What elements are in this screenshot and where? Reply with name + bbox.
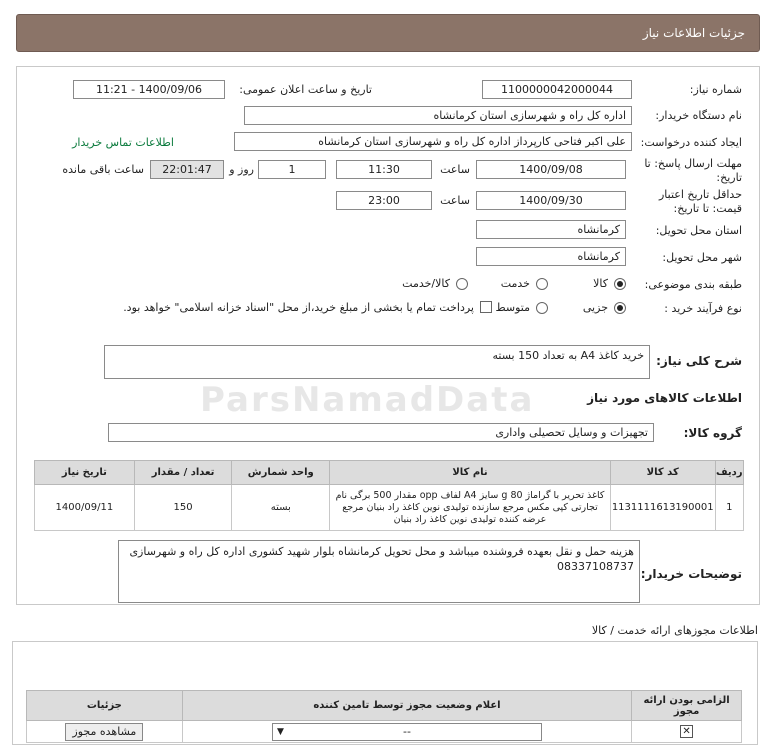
cell-unit: بسته [232,485,330,531]
need-number-label: شماره نیاز: [689,83,742,96]
col-status: اعلام وضعیت مجوز توسط تامین کننده [182,691,632,721]
col-required: الزامی بودن ارائه مجوز [632,691,742,721]
category-goods-label: کالا [593,277,608,290]
city-label: شهر محل تحویل: [662,251,742,264]
required-checkbox-icon: ✕ [680,725,693,738]
cell-row: 1 [715,485,743,531]
province-field: کرمانشاه [476,220,626,239]
requester-field: علی اکبر فتاحی کارپرداز اداره کل راه و شهرسازی استان کرمانشاه [234,132,632,151]
remaining-label: ساعت باقی مانده [62,163,144,176]
buyer-notes-field: هزینه حمل و نقل بعهده فروشنده میباشد و محل تحویل کرمانشاه بلوار شهید کشوری اداره کل راه و شهرسازی 08337108737 [118,540,640,603]
licenses-table [26,690,742,743]
treasury-note: پرداخت تمام یا بخشی از مبلغ خرید،از محل "اسناد خزانه اسلامی" خواهد بود. [123,301,474,314]
col-code: کد کالا [610,461,715,485]
validity-date-field: 1400/09/30 [476,191,626,210]
purchase-medium-radio[interactable] [536,302,548,314]
col-name: نام کالا [330,461,611,485]
requester-label: ایجاد کننده درخواست: [640,136,742,149]
announce-field: 1400/09/06 - 11:21 [73,80,225,99]
summary-label: شرح کلی نیاز: [656,354,742,368]
cell-qty: 150 [134,485,232,531]
cell-code: 1131111613190001 [610,485,715,531]
col-unit: واحد شمارش [232,461,330,485]
validity-label: حداقل تاریخ اعتبار قیمت: تا تاریخ: [658,188,742,215]
col-date: تاریخ نیاز [35,461,135,485]
purchase-type-label: نوع فرآیند خرید : [664,302,742,315]
cell-required [632,721,742,743]
treasury-checkbox[interactable] [480,301,492,313]
col-qty: تعداد / مقدار [134,461,232,485]
deadline-label: مهلت ارسال پاسخ: تا تاریخ: [644,157,742,184]
table-row [35,485,744,531]
purchase-medium-label: متوسط [495,301,530,314]
need-number-field: 1100000042000044 [482,80,632,99]
license-status-value: -- [402,724,411,738]
license-status-select[interactable] [272,723,542,741]
deadline-time-field: 11:30 [336,160,432,179]
goods-group-field: تجهیزات و وسایل تحصیلی واداری [108,423,654,442]
items-table [34,460,744,531]
deadline-date-field: 1400/09/08 [476,160,626,179]
cell-status [182,721,632,743]
category-both-radio[interactable] [456,278,468,290]
items-table-header [35,461,744,485]
days-field: 1 [258,160,326,179]
page-header [16,14,760,52]
category-service-radio[interactable] [536,278,548,290]
table-row [27,721,742,743]
buyer-org-label: نام دستگاه خریدار: [655,109,742,122]
category-service-label: خدمت [500,277,530,290]
watermark: ParsNamadData [200,380,535,420]
validity-time-label: ساعت [440,194,470,207]
licenses-title: اطلاعات مجوزهای ارائه خدمت / کالا [591,624,758,637]
col-row: ردیف [715,461,743,485]
col-details: جزئیات [27,691,183,721]
announce-label: تاریخ و ساعت اعلان عمومی: [239,83,372,96]
cell-date: 1400/09/11 [35,485,135,531]
days-label: روز و [229,163,254,176]
goods-info-title: اطلاعات کالاهای مورد نیاز [587,391,742,405]
summary-field: خرید کاغذ A4 به تعداد 150 بسته [104,345,650,379]
view-license-button[interactable]: مشاهده مجوز [65,723,143,741]
category-label: طبقه بندی موضوعی: [644,278,742,291]
licenses-table-header [27,691,742,721]
category-both-label: کالا/خدمت [402,277,450,290]
buyer-notes-label: توضیحات خریدار: [640,567,742,581]
goods-group-label: گروه کالا: [683,426,742,440]
purchase-minor-radio[interactable] [614,302,626,314]
remaining-time-field: 22:01:47 [150,160,224,179]
province-label: استان محل تحویل: [655,224,742,237]
city-field: کرمانشاه [476,247,626,266]
validity-time-field: 23:00 [336,191,432,210]
deadline-time-label: ساعت [440,163,470,176]
page-title: جزئیات اطلاعات نیاز [642,26,745,40]
cell-details [27,721,183,743]
purchase-minor-label: جزیی [582,301,608,314]
cell-name: کاغذ تحریر با گراماژ 80 g سایز A4 لفاف opp مقدار 500 برگی نام تجارتی کپی مکس مرجع سازنده تولیدی نوین کاغذ راد بنیان مرجع عرضه کننده تولیدی نوین کاغذ راد بنیان [330,485,611,531]
buyer-contact-link[interactable]: اطلاعات تماس خریدار [72,136,174,149]
category-goods-radio[interactable] [614,278,626,290]
chevron-down-icon: ▼ [276,726,284,737]
buyer-org-field: اداره کل راه و شهرسازی استان کرمانشاه [244,106,632,125]
